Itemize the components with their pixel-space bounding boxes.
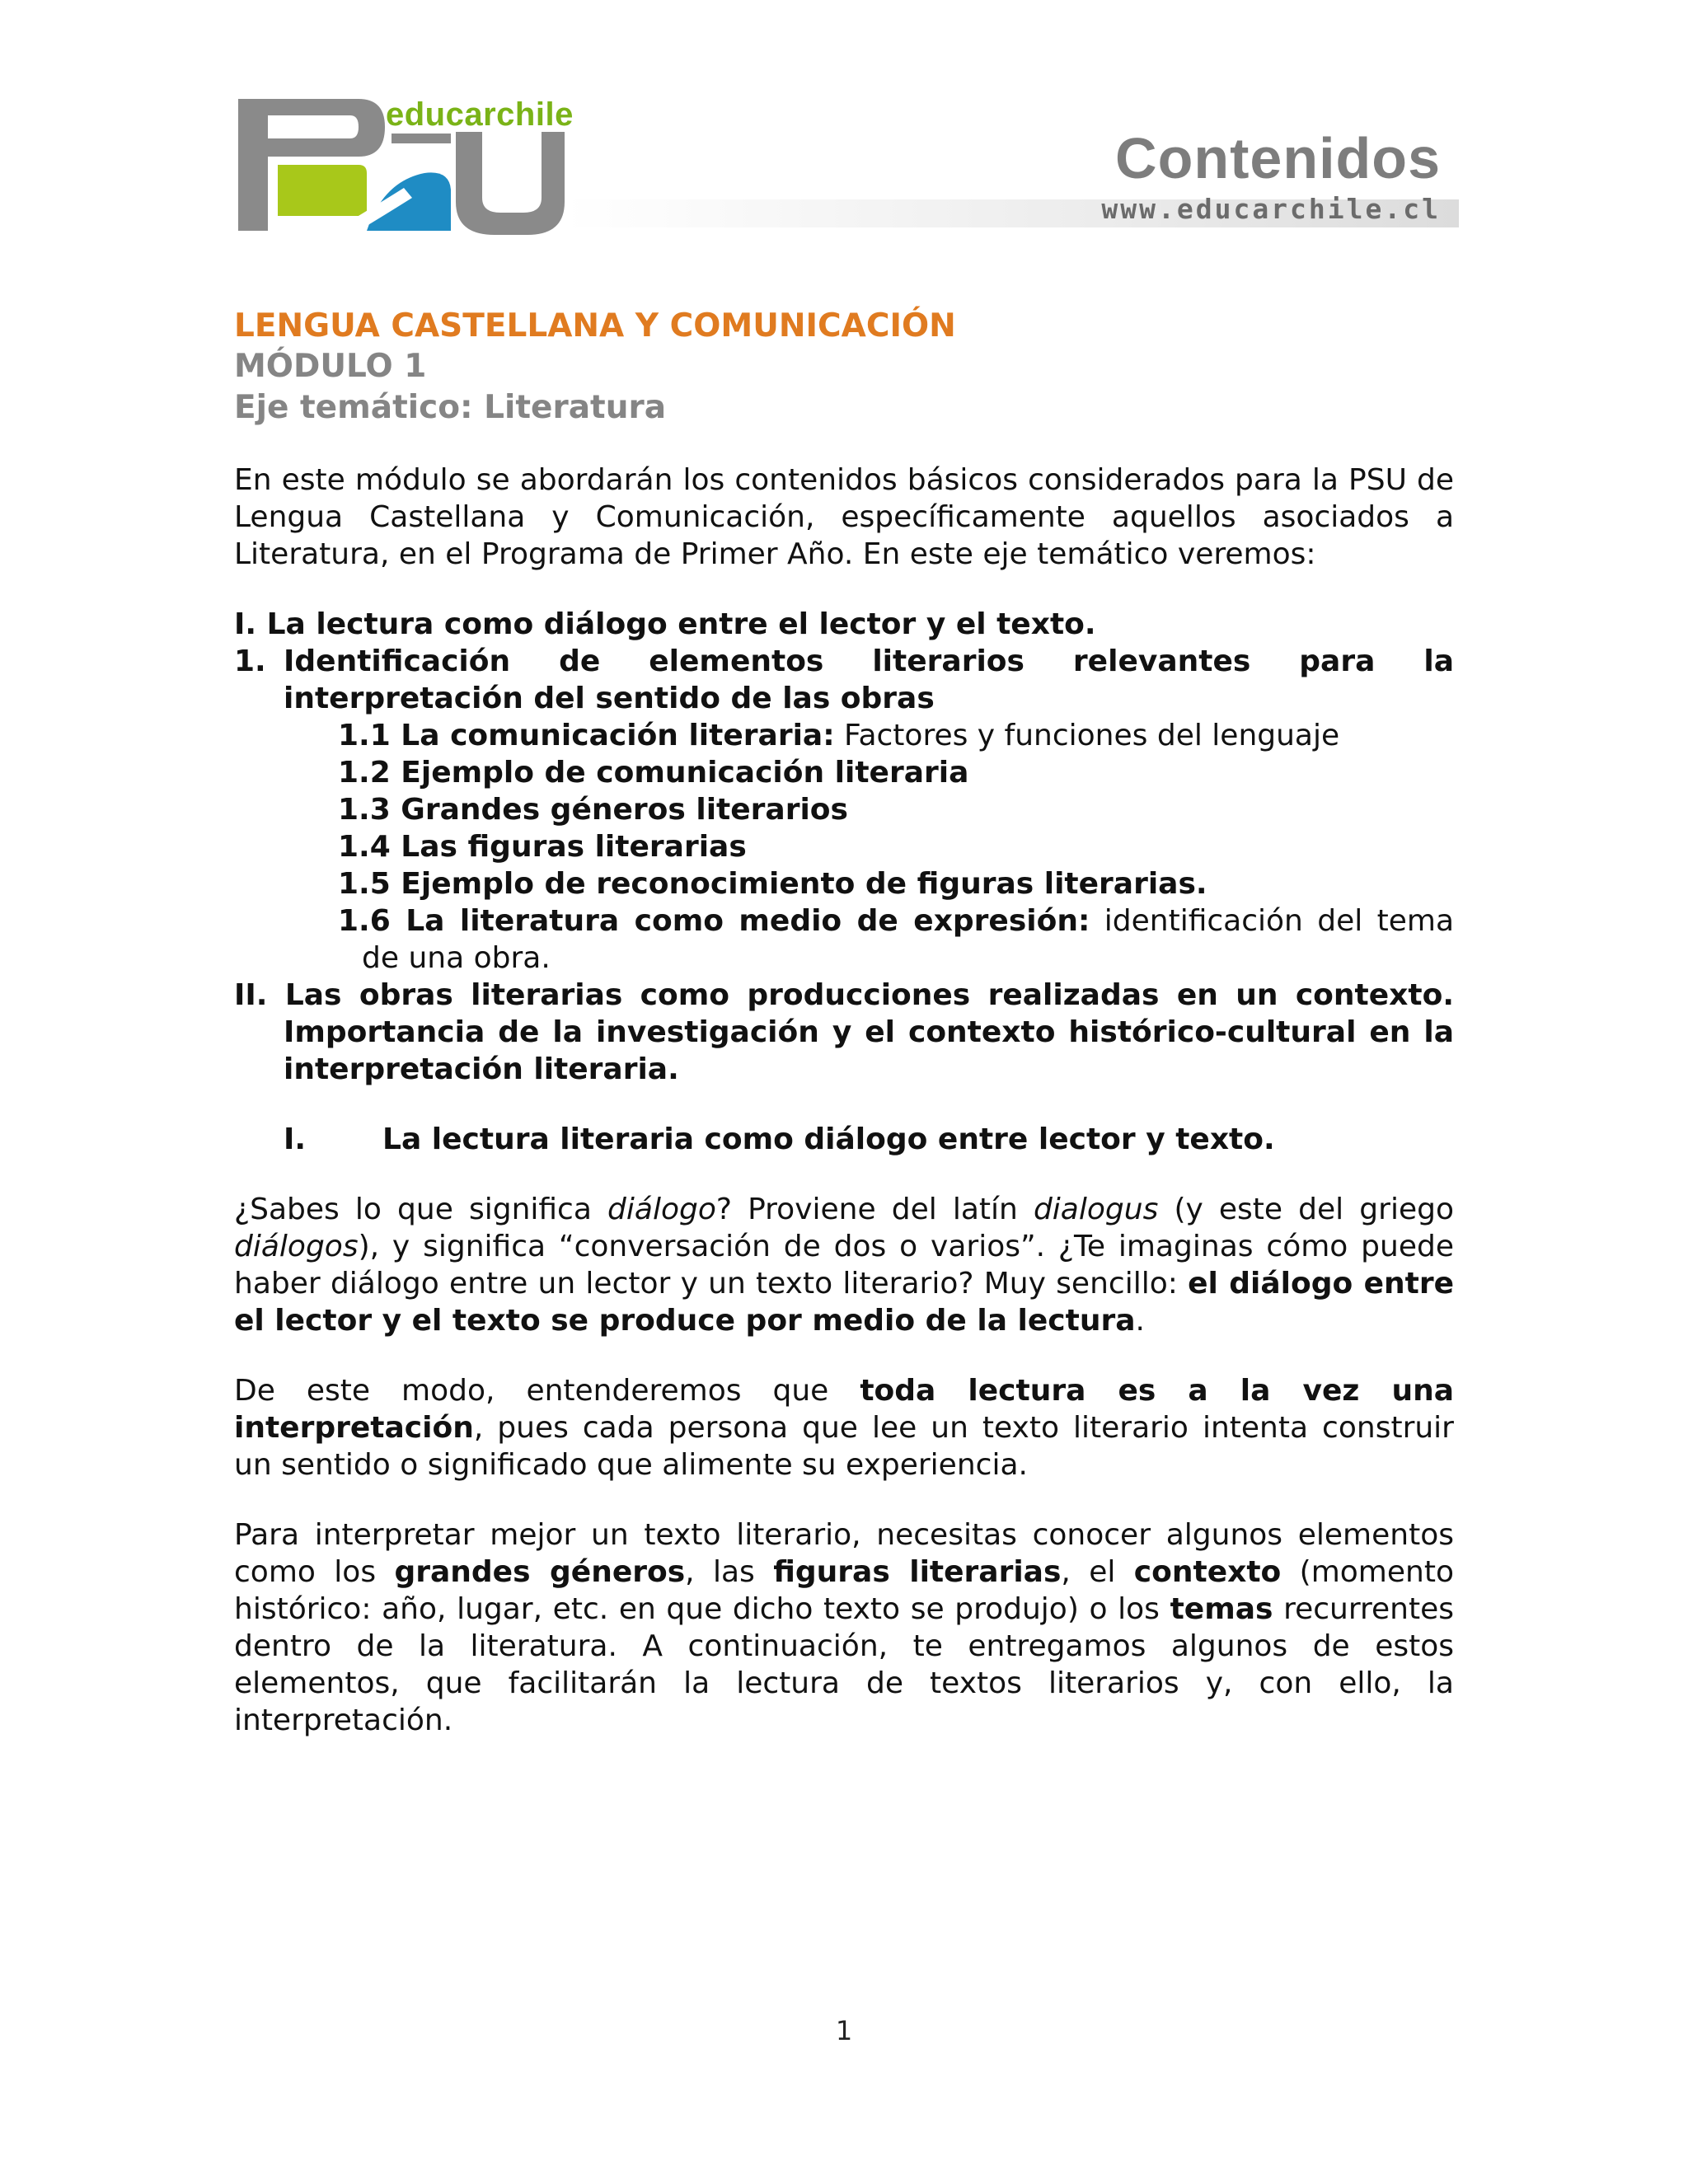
toc-item-1-1-text: Factores y funciones del lenguaje bbox=[834, 719, 1340, 752]
page-header bbox=[235, 91, 1459, 239]
toc-item-1-6-line2: de una obra. bbox=[362, 941, 551, 975]
toc-section-ii-line3: interpretación literaria. bbox=[284, 1052, 679, 1086]
axis-title: Eje temático: Literatura bbox=[234, 389, 667, 426]
toc-item-1 bbox=[234, 643, 1454, 680]
toc bbox=[234, 606, 1454, 1088]
toc-item-1-3: 1.3 Grandes géneros literarios bbox=[338, 793, 848, 827]
toc-item-1-4: 1.4 Las figuras literarias bbox=[338, 830, 747, 864]
toc-section-ii-line2: Importancia de la investigación y el contexto histórico-cultural en la bbox=[284, 1015, 1454, 1049]
module-title: MÓDULO 1 bbox=[234, 348, 427, 385]
header-title: Contenidos bbox=[1115, 126, 1441, 190]
page-number: 1 bbox=[835, 2015, 853, 2046]
toc-item-1-1 bbox=[234, 717, 1454, 754]
intro-paragraph: En este módulo se abordarán los contenidos básicos considerados para la PSU de Lengua Castellana y Comunicación, específicamente aquellos asociados a Literatura, en el Programa de Primer Año. En este eje temático veremos: bbox=[234, 463, 1454, 571]
header-url[interactable]: www.educarchile.cl bbox=[1101, 193, 1441, 225]
toc-section-ii-line1: II. Las obras literarias como producciones realizadas en un contexto. bbox=[234, 978, 1454, 1012]
paragraph-1: ¿Sabes lo que significa diálogo? Proviene del latín dialogus (y este del griego diálogos), y significa “conversación de dos o varios”. ¿Te imaginas cómo puede haber diálogo entre un lector y un texto literario? Muy sencillo: el diálogo entre el lector y el texto se produce por medio de la lectura. bbox=[234, 1193, 1454, 1338]
document-body bbox=[234, 307, 1454, 1739]
brand-name: educarchile bbox=[386, 96, 574, 133]
toc-item-1-5: 1.5 Ejemplo de reconocimiento de figuras literarias. bbox=[338, 867, 1207, 901]
paragraph-3: Para interpretar mejor un texto literario, necesitas conocer algunos elementos como los grandes géneros, las figuras literarias, el contexto (momento histórico: año, lugar, etc. en que dicho texto se produjo) o los temas recurrentes dentro de la literatura. A continuación, te entregamos algunos de estos elementos, que facilitarán la lectura de textos literarios y, con ello, la interpretación. bbox=[234, 1518, 1455, 1737]
paragraph-2: De este modo, entenderemos que toda lectura es a la vez una interpretación, pues cada persona que lee un texto literario intenta construir un sentido o significado que alimente su experiencia. bbox=[234, 1374, 1455, 1482]
toc-item-1-line2: interpretación del sentido de las obras bbox=[284, 682, 935, 715]
toc-section-i: I. La lectura como diálogo entre el lector y el texto. bbox=[234, 607, 1096, 641]
subject-title: LENGUA CASTELLANA Y COMUNICACIÓN bbox=[234, 307, 956, 344]
toc-item-1-2: 1.2 Ejemplo de comunicación literaria bbox=[338, 756, 969, 790]
section-number: I. bbox=[284, 1122, 307, 1156]
toc-item-1-6-text: identificación del tema bbox=[1090, 904, 1454, 938]
toc-item-1-1-label: 1.1 La comunicación literaria: bbox=[338, 719, 835, 752]
toc-item-1-6 bbox=[234, 902, 1454, 940]
toc-item-1-6-label: 1.6 La literatura como medio de expresión: bbox=[338, 904, 1090, 938]
toc-item-1-number: 1. bbox=[234, 644, 266, 678]
toc-item-1-line1: Identificación de elementos literarios relevantes para la bbox=[284, 644, 1454, 678]
section-title: La lectura literaria como diálogo entre lector y texto. bbox=[382, 1122, 1275, 1156]
section-heading bbox=[234, 1121, 1454, 1158]
